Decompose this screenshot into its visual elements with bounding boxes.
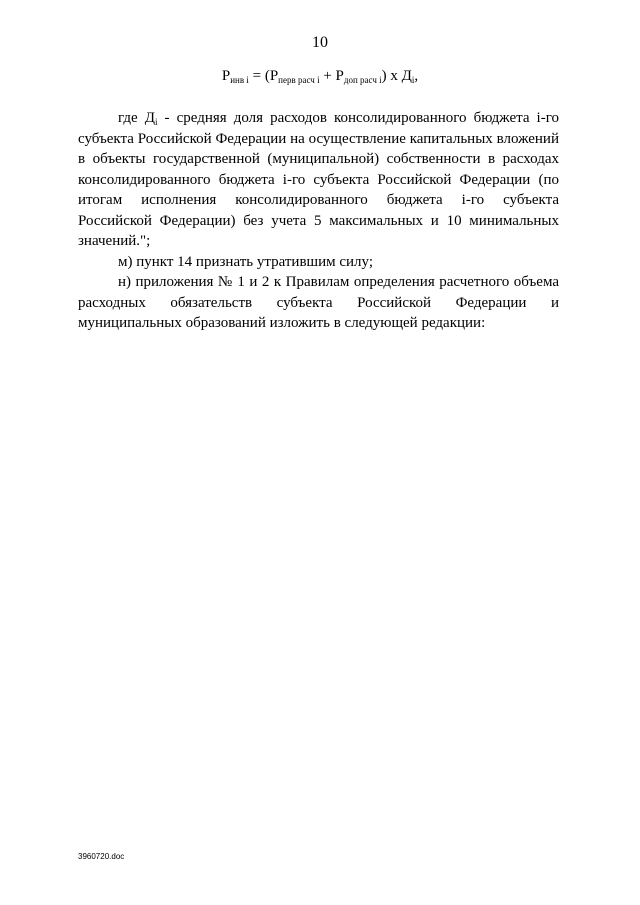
formula-term1-subscript: перв расч i [278, 75, 320, 85]
formula-times: ) x [381, 68, 402, 84]
paragraph-item-m: м) пункт 14 признать утратившим силу; [118, 253, 373, 270]
formula-factor-subscript: i [411, 75, 415, 85]
body-text [78, 108, 559, 334]
formula-lhs-subscript: инв i [230, 75, 249, 85]
formula-term2-symbol: P [335, 68, 344, 84]
definition-text: - средняя доля расходов консолидированного бюджета i-го субъекта Российской Федерации на осуществление капитальных вложений в объекты государственной (муниципальной) собственности в расходах консолидированного бюджета i-го субъекта Российской Федерации (по итогам исполнения консолидированного бюджета i-го субъекта Российской Федерации) без учета 5 максимальных и 10 минимальных значений."; [78, 110, 559, 249]
paragraph-item-n: н) приложения № 1 и 2 к Правилам определения расчетного объема расходных обязательств субъекта Российской Федерации и муниципальных образований изложить в следующей редакции: [78, 274, 559, 331]
formula-tail: , [414, 68, 419, 84]
formula-factor-symbol: Д [401, 68, 412, 84]
formula-equals: = ( [248, 68, 270, 84]
formula-plus: + [319, 68, 336, 84]
definition-subscript: i [154, 117, 158, 127]
formula [0, 68, 640, 85]
paragraph-definition [78, 108, 559, 252]
definition-prefix: где Д [118, 110, 155, 126]
formula-term2-subscript: доп расч i [343, 75, 382, 85]
footer-doc-name: 3960720.doc [78, 852, 125, 861]
formula-term1-symbol: P [269, 68, 279, 84]
page-number: 10 [312, 34, 328, 51]
formula-lhs-symbol: P [221, 68, 231, 84]
